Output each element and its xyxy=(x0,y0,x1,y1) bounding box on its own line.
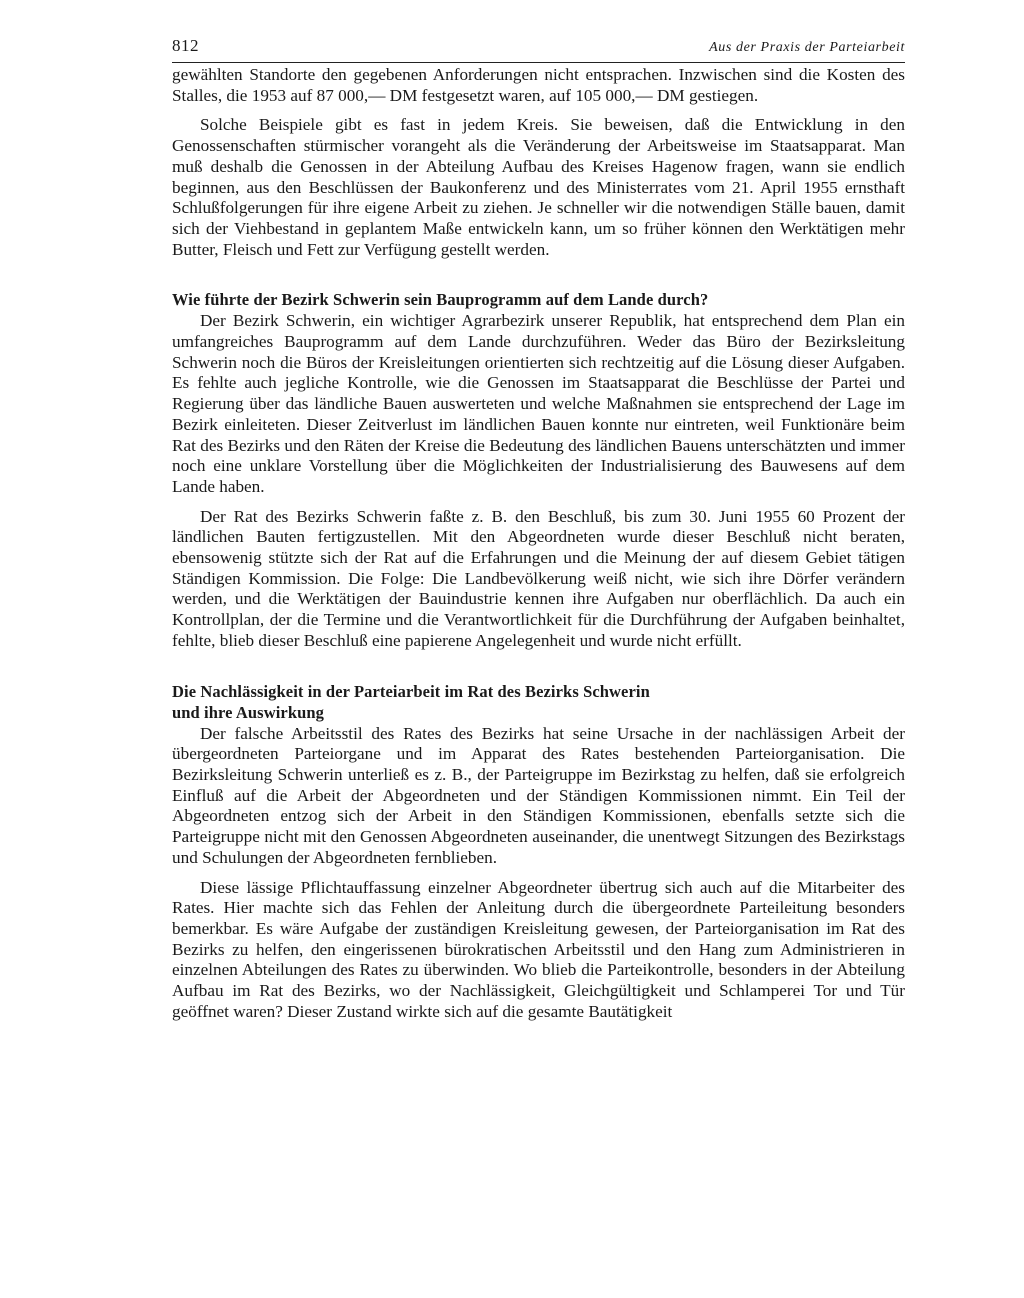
document-body xyxy=(172,65,905,1022)
section-heading-line-1: Die Nachlässigkeit in der Parteiarbeit im Rat des Bezirks Schwerin xyxy=(172,681,650,701)
paragraph: Der Rat des Bezirks Schwerin faßte z. B. den Beschluß, bis zum 30. Juni 1955 60 Prozent der ländlichen Bauten fertigzustellen. Mit den Abgeordneten wurde dieser Beschluß nicht beraten, ebensowenig stützte sich der Rat auf die Erfahrungen und die Meinung der auf diesem Gebiet tätigen Ständigen Kommission. Die Folge: Die Landbevölkerung weiß nicht, wie sich ihre Dörfer verändern werden, und die Werktätigen der Bauindustrie kennen ihre Aufgaben nur oberflächlich. Da auch ein Kontrollplan, der die Termine und die Verantwortlichkeit für die Durchführung der Aufgaben beinhaltet, fehlte, blieb dieser Beschluß eine papierene Angelegenheit und wurde nicht erfüllt. xyxy=(172,506,905,650)
section-heading xyxy=(172,681,905,723)
section-heading: Wie führte der Bezirk Schwerin sein Bauprogramm auf dem Lande durch? xyxy=(172,290,709,310)
paragraph: Diese lässige Pflichtauffassung einzelner Abgeordneter übertrug sich auch auf die Mitarbeiter des Rates. Hier machte sich das Fehlen der Anleitung durch die übergeordnete Parteileitung besonders bemerkbar. Es wäre Aufgabe der zuständigen Kreisleitung gewesen, der Parteiorganisation im Rat des Bezirks zu helfen, den eingerissenen bürokratischen Arbeitsstil und den Hang zum Administrieren in einzelnen Abteilungen des Rates zu überwinden. Wo blieb die Parteikontrolle, besonders in der Abteilung Aufbau im Rat des Bezirks, wo der Nachlässigkeit, Gleichgültigkeit und Schlamperei Tor und Tür geöffnet waren? Dieser Zustand wirkte sich auf die gesamte Bautätigkeit xyxy=(172,877,905,1021)
page-header xyxy=(172,36,905,63)
paragraph-continuation: gewählten Standorte den gegebenen Anforderungen nicht entsprachen. Inzwischen sind die Kosten des Stalles, die 1953 auf 87 000,— DM festgesetzt waren, auf 105 000,— DM gestiegen. xyxy=(172,65,905,105)
paragraph: Der falsche Arbeitsstil des Rates des Bezirks hat seine Ursache in der nachlässigen Arbeit der übergeordneten Parteiorgane und im Apparat des Rates bestehenden Parteiorganisation. Die Bezirksleitung Schwerin unterließ es z. B., der Parteigruppe im Bezirkstag zu helfen, daß sie erfolgreich Einfluß auf die Arbeit der Abgeordneten und der Ständigen Kommissionen nimmt. Ein Teil der Abgeordneten entzog sich der Arbeit in den Ständigen Kommissionen, ebenfalls setzte sich die Parteigruppe nicht mit den Genossen Abgeordneten auseinander, die unentwegt Sitzungen des Bezirkstags und Schulungen der Abgeordneten fernblieben. xyxy=(172,723,905,867)
paragraph: Solche Beispiele gibt es fast in jedem Kreis. Sie beweisen, daß die Entwicklung in den Genossenschaften stürmischer vorangeht als die Veränderung der Arbeitsweise im Staatsapparat. Man muß deshalb die Genossen in der Abteilung Aufbau des Kreises Hagenow fragen, wann sie endlich beginnen, aus den Beschlüssen der Baukonferenz und des Ministerrates vom 21. April 1955 ernsthaft Schlußfolgerungen für ihre eigene Arbeit zu ziehen. Je schneller wir die notwendigen Ställe bauen, damit sich der Viehbestand in geplantem Maße entwickeln kann, um so früher können den Werktätigen mehr Butter, Fleisch und Fett zur Verfügung gestellt werden. xyxy=(172,115,905,259)
running-title: Aus der Praxis der Parteiarbeit xyxy=(709,40,905,55)
page-number: 812 xyxy=(172,36,199,55)
paragraph: Der Bezirk Schwerin, ein wichtiger Agrarbezirk unserer Republik, hat entsprechend dem Plan ein umfangreiches Bauprogramm auf dem Lande durchzuführen. Weder das Büro der Bezirksleitung Schwerin noch die Büros der Kreisleitungen orientierten sich rechtzeitig auf die Lösung dieser Aufgaben. Es fehlte auch jegliche Kontrolle, wie die Genossen im Staatsapparat die Beschlüsse der Partei und Regierung über das ländliche Bauen auswerteten und welche Maßnahmen sie entsprechend der Lage im Bezirk einleiteten. Dieser Zeitverlust im ländlichen Bauen konnte nur eintreten, weil Funktionäre beim Rat des Bezirks und den Räten der Kreise die Bedeutung des ländlichen Bauens unterschätzten und immer noch eine unklare Vorstellung über die Möglichkeiten der Industrialisierung des Bauwesens auf dem Lande haben. xyxy=(172,311,905,496)
section-heading-line-2: und ihre Auswirkung xyxy=(172,702,324,722)
document-page xyxy=(172,36,905,1022)
